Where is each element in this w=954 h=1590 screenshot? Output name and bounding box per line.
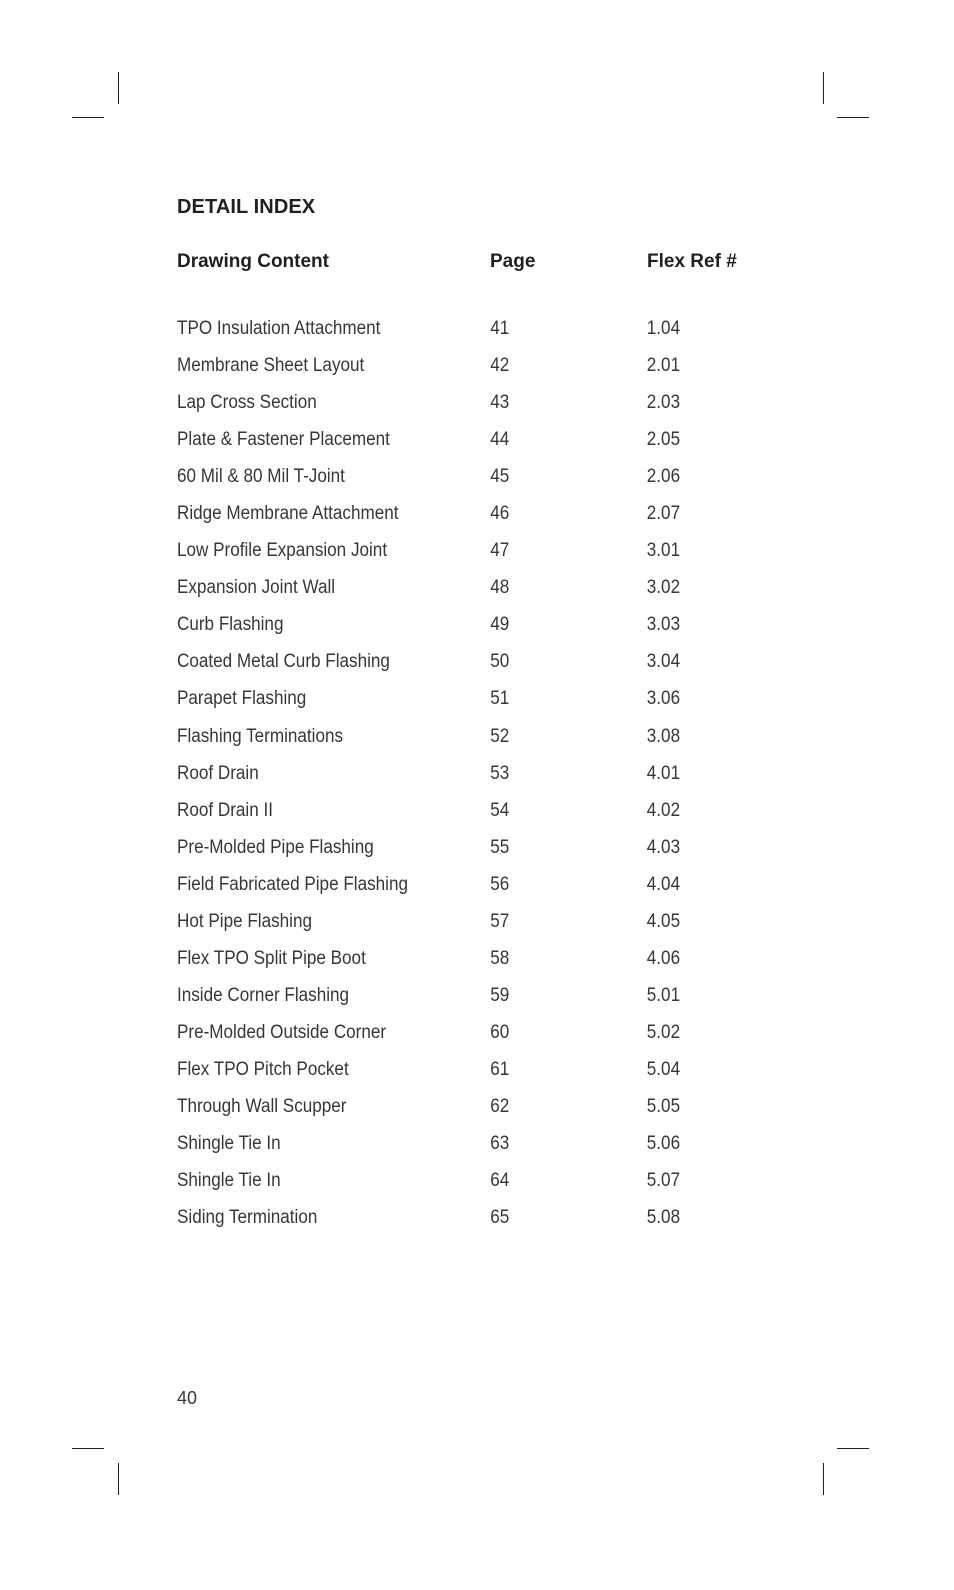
cell-flex-ref: 4.01	[646, 762, 681, 784]
table-row	[177, 985, 776, 1022]
cell-flex-ref: 5.06	[646, 1133, 681, 1155]
cell-flex-ref: 4.06	[646, 947, 681, 969]
table-row	[177, 688, 776, 725]
table-row	[177, 614, 776, 651]
cell-flex-ref: 5.08	[646, 1207, 681, 1229]
table-row	[177, 651, 776, 688]
cell-page: 42	[490, 355, 510, 377]
cell-drawing-content: Coated Metal Curb Flashing	[177, 651, 390, 673]
cell-drawing-content: Expansion Joint Wall	[177, 577, 336, 599]
table-row	[177, 429, 776, 466]
table-row	[177, 1022, 776, 1059]
crop-mark-top-left-vertical	[118, 72, 119, 104]
cell-page: 43	[490, 392, 510, 414]
table-row	[177, 503, 776, 540]
cell-drawing-content: Shingle Tie In	[177, 1170, 281, 1192]
table-row	[177, 1059, 776, 1096]
cell-page: 56	[490, 873, 510, 895]
cell-drawing-content: Parapet Flashing	[177, 688, 307, 710]
cell-drawing-content: Lap Cross Section	[177, 392, 317, 414]
cell-flex-ref: 3.08	[646, 725, 681, 747]
table-row	[177, 577, 776, 614]
cell-flex-ref: 5.04	[646, 1058, 681, 1080]
cell-drawing-content: Hot Pipe Flashing	[177, 910, 312, 932]
cell-drawing-content: Siding Termination	[177, 1207, 318, 1229]
cell-drawing-content: Shingle Tie In	[177, 1133, 281, 1155]
cell-flex-ref: 5.02	[646, 1021, 681, 1043]
cell-page: 46	[490, 503, 510, 525]
cell-drawing-content: Flex TPO Split Pipe Boot	[177, 947, 366, 969]
cell-flex-ref: 4.04	[646, 873, 681, 895]
crop-mark-top-left-horizontal	[72, 117, 104, 118]
cell-page: 63	[490, 1133, 510, 1155]
cell-drawing-content: Plate & Fastener Placement	[177, 429, 390, 451]
table-row	[177, 763, 776, 800]
table-row	[177, 355, 776, 392]
cell-flex-ref: 4.05	[646, 910, 681, 932]
cell-flex-ref: 3.04	[646, 651, 681, 673]
crop-mark-bottom-right-vertical	[823, 1463, 824, 1495]
cell-flex-ref: 5.05	[646, 1095, 681, 1117]
crop-mark-bottom-left-horizontal	[72, 1448, 104, 1449]
cell-drawing-content: Low Profile Expansion Joint	[177, 540, 388, 562]
cell-page: 59	[490, 984, 510, 1006]
header-page: Page	[490, 251, 536, 272]
table-row	[177, 1170, 776, 1207]
cell-drawing-content: Pre-Molded Outside Corner	[177, 1021, 387, 1043]
cell-page: 51	[490, 688, 510, 710]
cell-drawing-content: Membrane Sheet Layout	[177, 355, 365, 377]
crop-mark-top-right-horizontal	[837, 117, 869, 118]
cell-page: 52	[490, 725, 510, 747]
cell-flex-ref: 2.06	[646, 466, 681, 488]
cell-drawing-content: Roof Drain	[177, 762, 259, 784]
cell-drawing-content: 60 Mil & 80 Mil T-Joint	[177, 466, 345, 488]
cell-page: 57	[490, 910, 510, 932]
cell-flex-ref: 2.01	[646, 355, 681, 377]
cell-flex-ref: 3.03	[646, 614, 681, 636]
table-row	[177, 800, 776, 837]
cell-drawing-content: TPO Insulation Attachment	[177, 318, 381, 339]
table-row	[177, 466, 776, 503]
cell-page: 49	[490, 614, 510, 636]
table-row	[177, 1207, 776, 1244]
header-flex-ref: Flex Ref #	[647, 251, 737, 272]
cell-flex-ref: 4.03	[646, 836, 681, 858]
cell-page: 60	[490, 1021, 510, 1043]
cell-page: 61	[490, 1058, 510, 1080]
cell-drawing-content: Flashing Terminations	[177, 725, 344, 747]
cell-drawing-content: Ridge Membrane Attachment	[177, 503, 399, 525]
cell-flex-ref: 1.04	[646, 318, 681, 339]
crop-mark-bottom-right-horizontal	[837, 1448, 869, 1449]
header-drawing-content: Drawing Content	[177, 251, 329, 272]
table-row	[177, 911, 776, 948]
cell-page: 50	[490, 651, 510, 673]
cell-flex-ref: 3.06	[646, 688, 681, 710]
cell-drawing-content: Inside Corner Flashing	[177, 984, 350, 1006]
table-row	[177, 726, 776, 763]
cell-page: 47	[490, 540, 510, 562]
cell-page: 45	[490, 466, 510, 488]
cell-flex-ref: 3.02	[646, 577, 681, 599]
cell-page: 44	[490, 429, 510, 451]
cell-flex-ref: 2.03	[646, 392, 681, 414]
crop-mark-top-right-vertical	[823, 72, 824, 104]
cell-flex-ref: 5.01	[646, 984, 681, 1006]
cell-page: 55	[490, 836, 510, 858]
cell-flex-ref: 2.07	[646, 503, 681, 525]
page-number: 40	[177, 1388, 198, 1408]
crop-mark-bottom-left-vertical	[118, 1463, 119, 1495]
page-title: DETAIL INDEX	[177, 196, 316, 218]
cell-page: 65	[490, 1207, 510, 1229]
cell-page: 41	[490, 318, 510, 339]
table-body	[177, 318, 777, 1244]
cell-drawing-content: Through Wall Scupper	[177, 1095, 347, 1117]
cell-page: 53	[490, 762, 510, 784]
cell-drawing-content: Flex TPO Pitch Pocket	[177, 1058, 349, 1080]
cell-page: 62	[490, 1095, 510, 1117]
table-row	[177, 837, 776, 874]
table-row	[177, 540, 776, 577]
cell-flex-ref: 3.01	[646, 540, 681, 562]
cell-page: 48	[490, 577, 510, 599]
table-row	[177, 392, 776, 429]
cell-drawing-content: Curb Flashing	[177, 614, 284, 636]
cell-drawing-content: Field Fabricated Pipe Flashing	[177, 873, 408, 895]
table-row	[177, 1133, 776, 1170]
detail-index-table	[177, 251, 777, 1229]
cell-page: 54	[490, 799, 510, 821]
cell-drawing-content: Pre-Molded Pipe Flashing	[177, 836, 374, 858]
table-row	[177, 318, 776, 355]
cell-page: 64	[490, 1170, 510, 1192]
cell-drawing-content: Roof Drain II	[177, 799, 273, 821]
cell-flex-ref: 5.07	[646, 1170, 681, 1192]
table-row	[177, 948, 776, 985]
table-row	[177, 1096, 776, 1133]
table-row	[177, 874, 776, 911]
cell-flex-ref: 2.05	[646, 429, 681, 451]
table-header-row	[177, 251, 777, 279]
cell-page: 58	[490, 947, 510, 969]
cell-flex-ref: 4.02	[646, 799, 681, 821]
